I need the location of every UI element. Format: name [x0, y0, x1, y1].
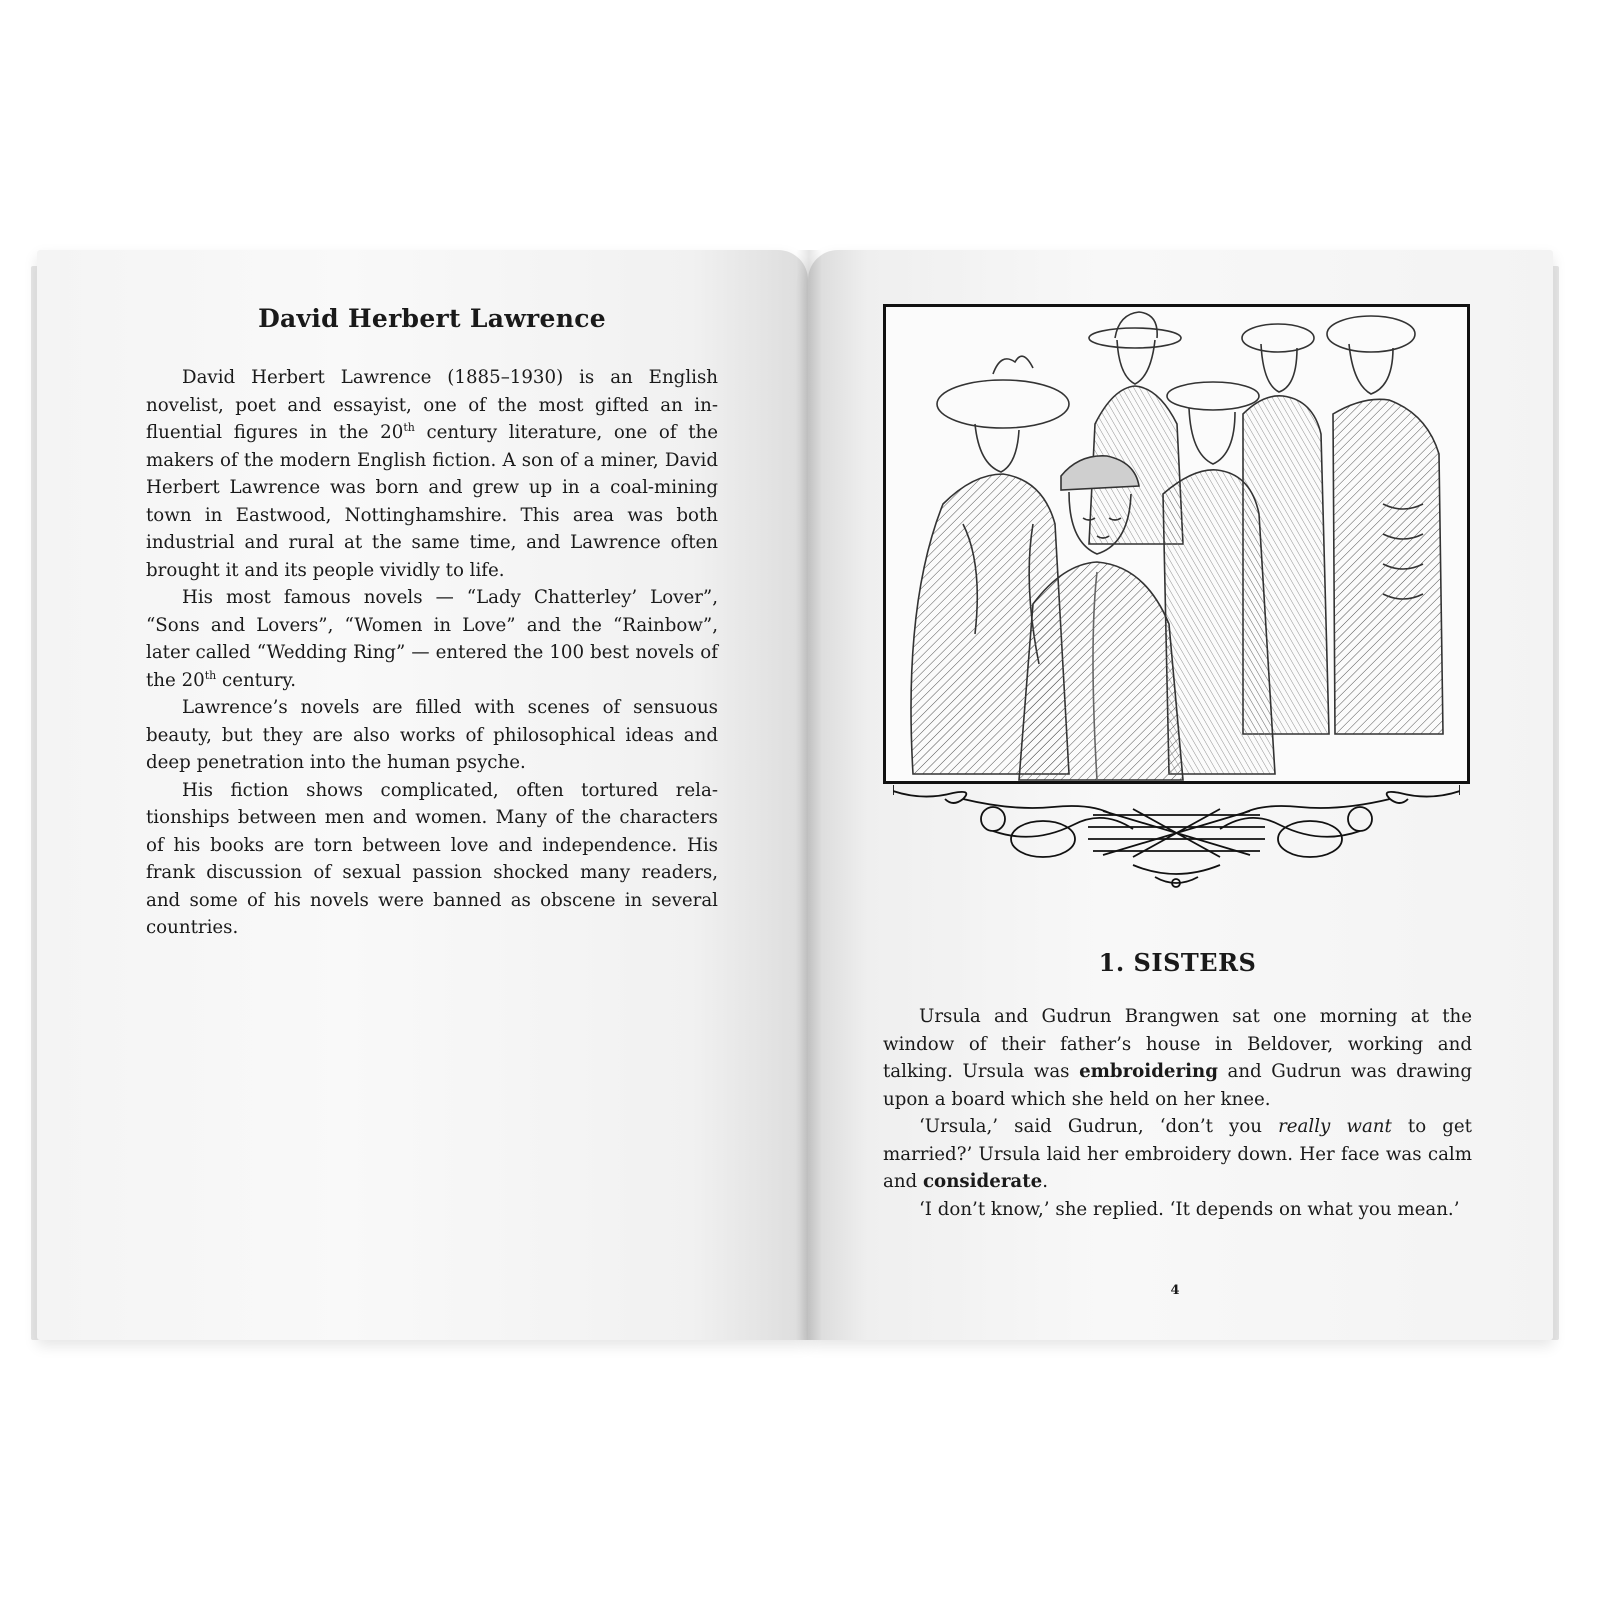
- chapter-text: [883, 1003, 1472, 1223]
- paragraph: His most famous novels — “Lady Chatterley’ Lover”, “Sons and Lovers”, “Women in Love” and the “Rainbow”, later called “Wedding Ring” — entered the 100 best novels of the 20th century.: [146, 587, 718, 691]
- biography-text: [146, 364, 718, 942]
- paragraph: David Herbert Lawrence (1885–1930) is an English novelist, poet and essayist, one of the most gifted an influential figures in the 20th century literature, one of the makers of the modern English fiction. A son of a miner, David Herbert Lawrence was born and grew up in a coal-mining town in Eastwood, Nottinghamshire. This area was both industrial and rural at the same time, and Lawrence often brought it and its people vividly to life.: [146, 367, 718, 581]
- page-number: 4: [1170, 1283, 1180, 1298]
- chapter-title: 1. SISTERS: [1098, 948, 1257, 977]
- paragraph: Ursula and Gudrun Brangwen sat one morning at the window of their father’s house in Beldover, working and talking. Ursula was embroidering and Gudrun was drawing upon a board which she held on her knee.: [883, 1006, 1473, 1110]
- paragraph: Lawrence’s novels are filled with scenes of sensuous beauty, but they are also works of philosophical ideas and deep penetration into the human psyche.: [146, 697, 718, 773]
- decorative-flourish: [893, 785, 1460, 895]
- biography-title: David Herbert Lawrence: [258, 304, 606, 333]
- paragraph: ‘Ursula,’ said Gudrun, ‘don’t you really want to get married?’ Ursula laid her embroidery down. Her face was calm and considerate.: [883, 1116, 1472, 1192]
- chapter-illustration: [883, 304, 1470, 784]
- paragraph: ‘I don’t know,’ she replied. ‘It depends on what you mean.’: [919, 1198, 1460, 1220]
- book-gutter: [796, 250, 822, 1340]
- paragraph: His fiction shows complicated, often tortured relationships between men and women. Many of the characters of his books are torn between love and independence. His frank discussion of sexual passion shocked many readers, and some of his novels were banned as obscene in several countries.: [146, 779, 718, 938]
